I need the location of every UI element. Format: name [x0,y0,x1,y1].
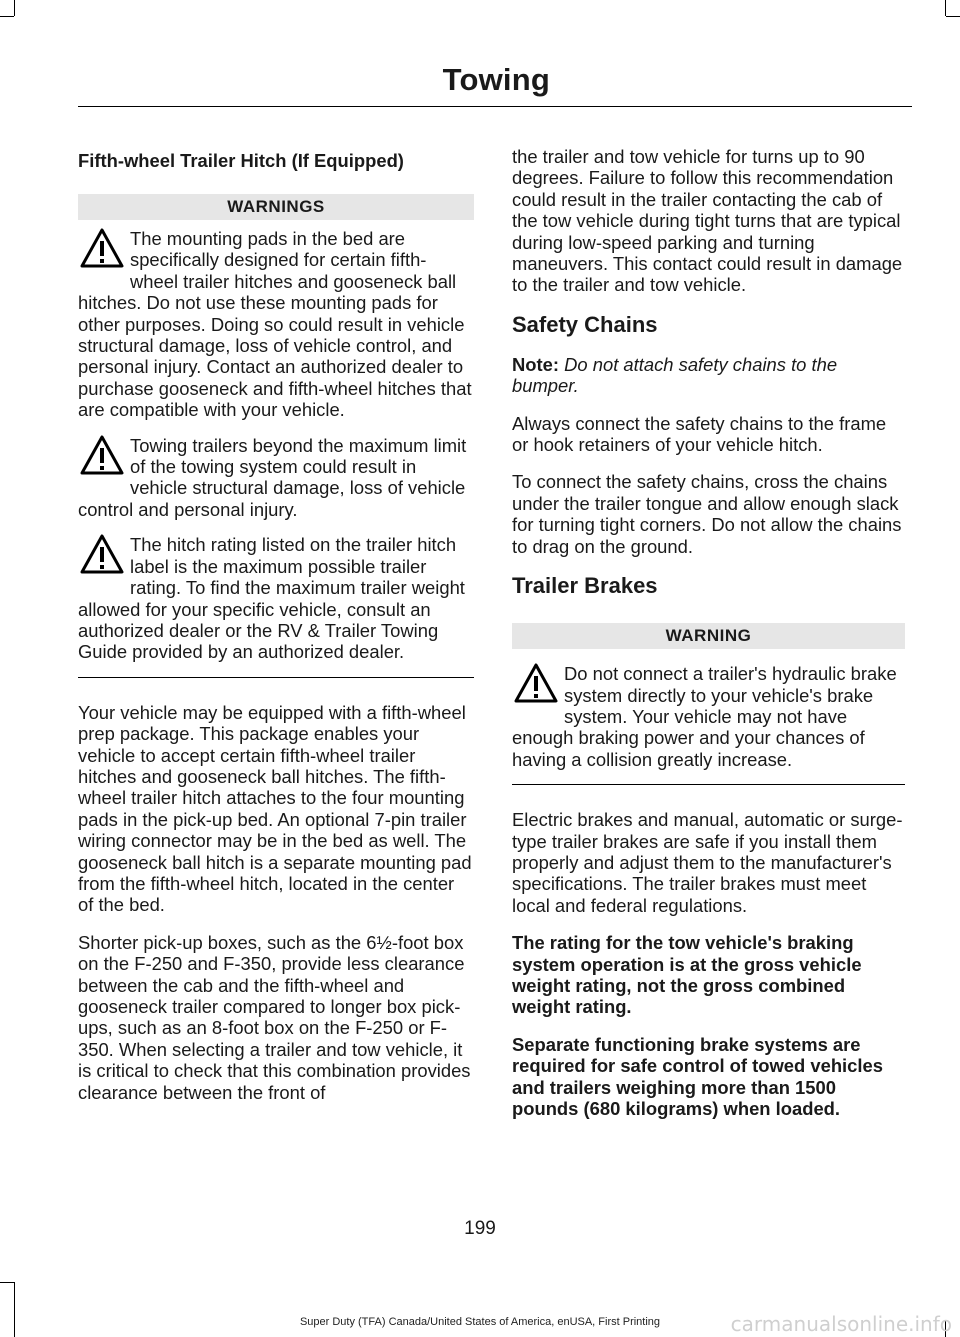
warning-title: WARNING [512,623,905,649]
warning-item [78,435,474,521]
subheading-fifth-wheel: Fifth-wheel Trailer Hitch (If Equipped) [78,150,404,171]
body-paragraph: Electric brakes and manual, automatic or surge-type trailer brakes are safe if you install them properly and adjust them to the manufacturer's specifications. The trailer brakes must meet local and federal regulations. [512,809,903,916]
warning-divider [512,784,905,785]
crop-mark [0,16,14,17]
heading-safety-chains: Safety Chains [512,311,658,337]
crop-mark [14,0,15,16]
note-text: Do not attach safety chains to the bumper. [512,353,838,397]
right-column [512,146,905,1135]
bold-paragraph: Separate functioning brake systems are required for safe control of towed vehicles and trailers weighing more than 1500 pounds (680 kilograms) when loaded. [512,1033,883,1119]
body-paragraph: Shorter pick-up boxes, such as the 6½-foot box on the F-250 and F-350, provide less clearance between the cab and the fifth-wheel and gooseneck trailer compared to longer box pick-ups, such as an 8-foot box on the F-250 or F-350. When selecting a trailer and tow vehicle, it is critical to check that this combination provides clearance between the front of [78,931,471,1103]
warning-triangle-icon [78,224,130,284]
warning-divider [78,677,474,678]
section-title: Towing [442,62,550,97]
crop-mark [946,16,960,17]
left-column [78,150,474,1119]
heading-trailer-brakes: Trailer Brakes [512,573,658,599]
warning-item [78,534,474,662]
warning-item [512,663,905,770]
warning-text: The hitch rating listed on the trailer hitch label is the maximum possible trailer rating. To find the maximum trailer weight allowed for your specific vehicle, consult an authorized dealer or the RV & Trailer Towing Guide provided by an authorized dealer. [78,534,465,663]
warning-triangle-icon [78,431,130,491]
warning-triangle-icon [512,659,564,719]
body-paragraph: the trailer and tow vehicle for turns up to 90 degrees. Failure to follow this recommendation could result in the trailer contacting the cab of the tow vehicle during tight turns that are typical during low-speed parking and turning maneuvers. This contact could result in damage to the trailer and tow vehicle. [512,146,903,296]
body-paragraph: Always connect the safety chains to the frame or hook retainers of your vehicle hitch. [512,412,887,456]
warning-text: The mounting pads in the bed are specifically designed for certain fifth-wheel trailer hitches and gooseneck ball hitches. Do not use these mounting pads for other purposes. Doing so could result in vehicle structural damage, loss of vehicle control, and personal injury. Contact an authorized dealer to purchase gooseneck and fifth-wheel hitches that are compatible with your vehicle. [78,228,472,421]
body-paragraph: Your vehicle may be equipped with a fifth-wheel prep package. This package enables your vehicle to accept certain fifth-wheel trailer hitches and gooseneck ball hitches. The fifth-wheel trailer hitch attaches to the four mounting pads in the pick-up bed. An optional 7-pin trailer wiring connector may be in the bed as well. The gooseneck ball hitch is a separate mounting pad from the fifth-wheel hitch, located in the center of the bed. [78,701,472,916]
note [512,354,905,397]
bold-paragraph: The rating for the tow vehicle's braking system operation is at the gross vehicle weight rating, not the gross combined weight rating. [512,932,862,1018]
watermark-logo: carmanualsonline.info [730,1312,952,1336]
note-label: Note: [512,353,559,375]
edition-footer: Super Duty (TFA) Canada/United States of America, enUSA, First Printing [299,1316,661,1328]
warning-text: Do not connect a trailer's hydraulic brake system directly to your vehicle's brake system. Your vehicle may not have enough braking power and your chances of having a collision greatly increase. [512,663,897,770]
warning-text: Towing trailers beyond the maximum limit of the towing system could result in vehicle structural damage, loss of vehicle control and personal injury. [78,434,467,520]
header-divider [78,106,912,107]
body-paragraph: To connect the safety chains, cross the chains under the trailer tongue and allow enough slack for turning tight corners. Do not allow the chains to drag on the ground. [512,471,902,557]
warning-item [78,228,474,421]
warnings-title: WARNINGS [78,194,474,220]
crop-mark [14,1282,15,1337]
warning-triangle-icon [78,530,130,590]
crop-mark [0,1282,14,1283]
page-number: 199 [464,1218,496,1239]
crop-mark [945,0,946,16]
